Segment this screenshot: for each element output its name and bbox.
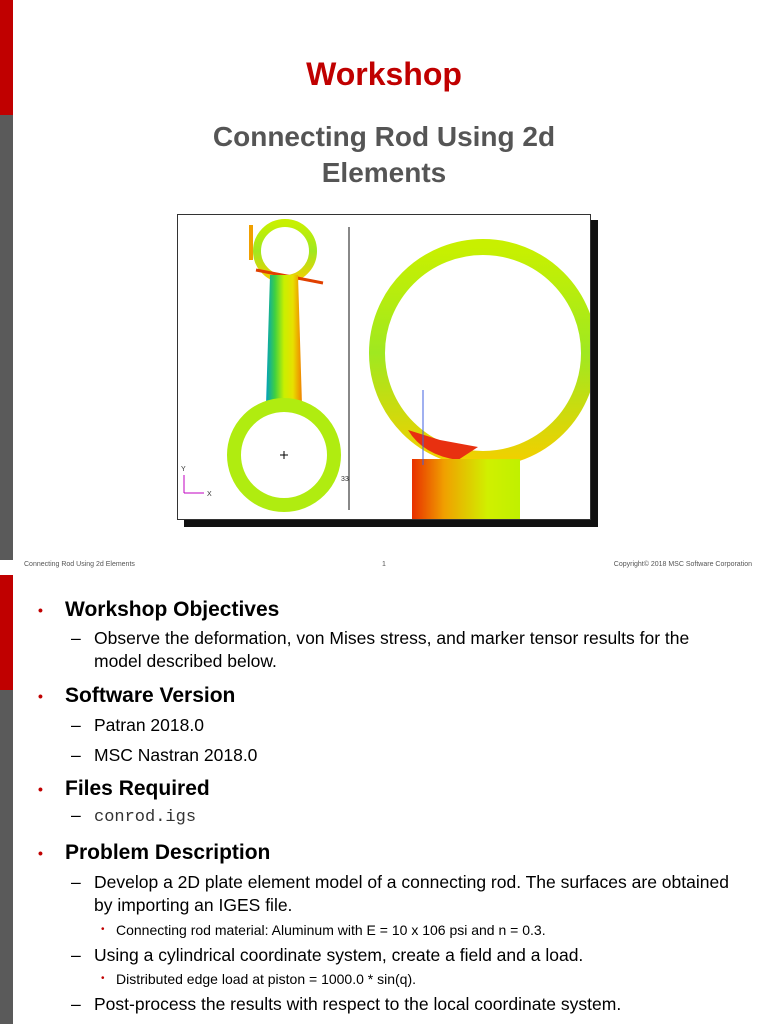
page-subtitle: Connecting Rod Using 2d Elements	[212, 121, 556, 188]
software-item-patran: – Patran 2018.0	[71, 715, 204, 735]
bullet-software: • Software Version	[38, 684, 236, 707]
zoomed-ring	[377, 247, 589, 459]
problem-item-model: – Develop a 2D plate element model of a connecting rod. The surfaces are obtained by importing an IGES file.	[71, 872, 729, 915]
bullet-objectives: • Workshop Objectives	[38, 598, 280, 621]
accent-bar-red-lower	[0, 575, 13, 690]
connecting-rod-figure	[177, 214, 591, 520]
problem-item-postprocess: – Post-process the results with respect to the local coordinate system.	[71, 994, 622, 1014]
accent-bar-grey-lower	[0, 690, 13, 1024]
objectives-item: – Observe the deformation, von Mises stress, and marker tensor results for the model described below.	[71, 628, 690, 671]
software-item-nastran: – MSC Nastran 2018.0	[71, 745, 258, 765]
problem-subitem-material: • Connecting rod material: Aluminum with E = 10 x 106 psi and n = 0.3.	[101, 922, 546, 938]
zoomed-shank	[412, 459, 520, 520]
problem-subitem-edge-load: • Distributed edge load at piston = 1000.0 * sin(q).	[101, 971, 417, 987]
slide-notes	[38, 596, 738, 1016]
axis-y-label: Y	[181, 466, 186, 473]
small-label: 33	[341, 476, 349, 483]
problem-item-load: – Using a cylindrical coordinate system, create a field and a load.	[71, 945, 584, 965]
accent-bar-grey	[0, 115, 13, 560]
bullet-files: • Files Required	[38, 777, 210, 800]
fem-result-plot	[178, 215, 591, 520]
page-title: Workshop	[306, 56, 462, 92]
rod-shank	[266, 275, 302, 405]
footer-left: Connecting Rod Using 2d Elements	[24, 561, 135, 568]
footer-page-number: 1	[382, 561, 386, 568]
files-item: – conrod.igs	[71, 805, 197, 827]
axis-x-label: X	[207, 491, 212, 498]
footer-copyright: Copyright© 2018 MSC Software Corporation	[613, 561, 752, 568]
bullet-problem: • Problem Description	[38, 841, 271, 864]
